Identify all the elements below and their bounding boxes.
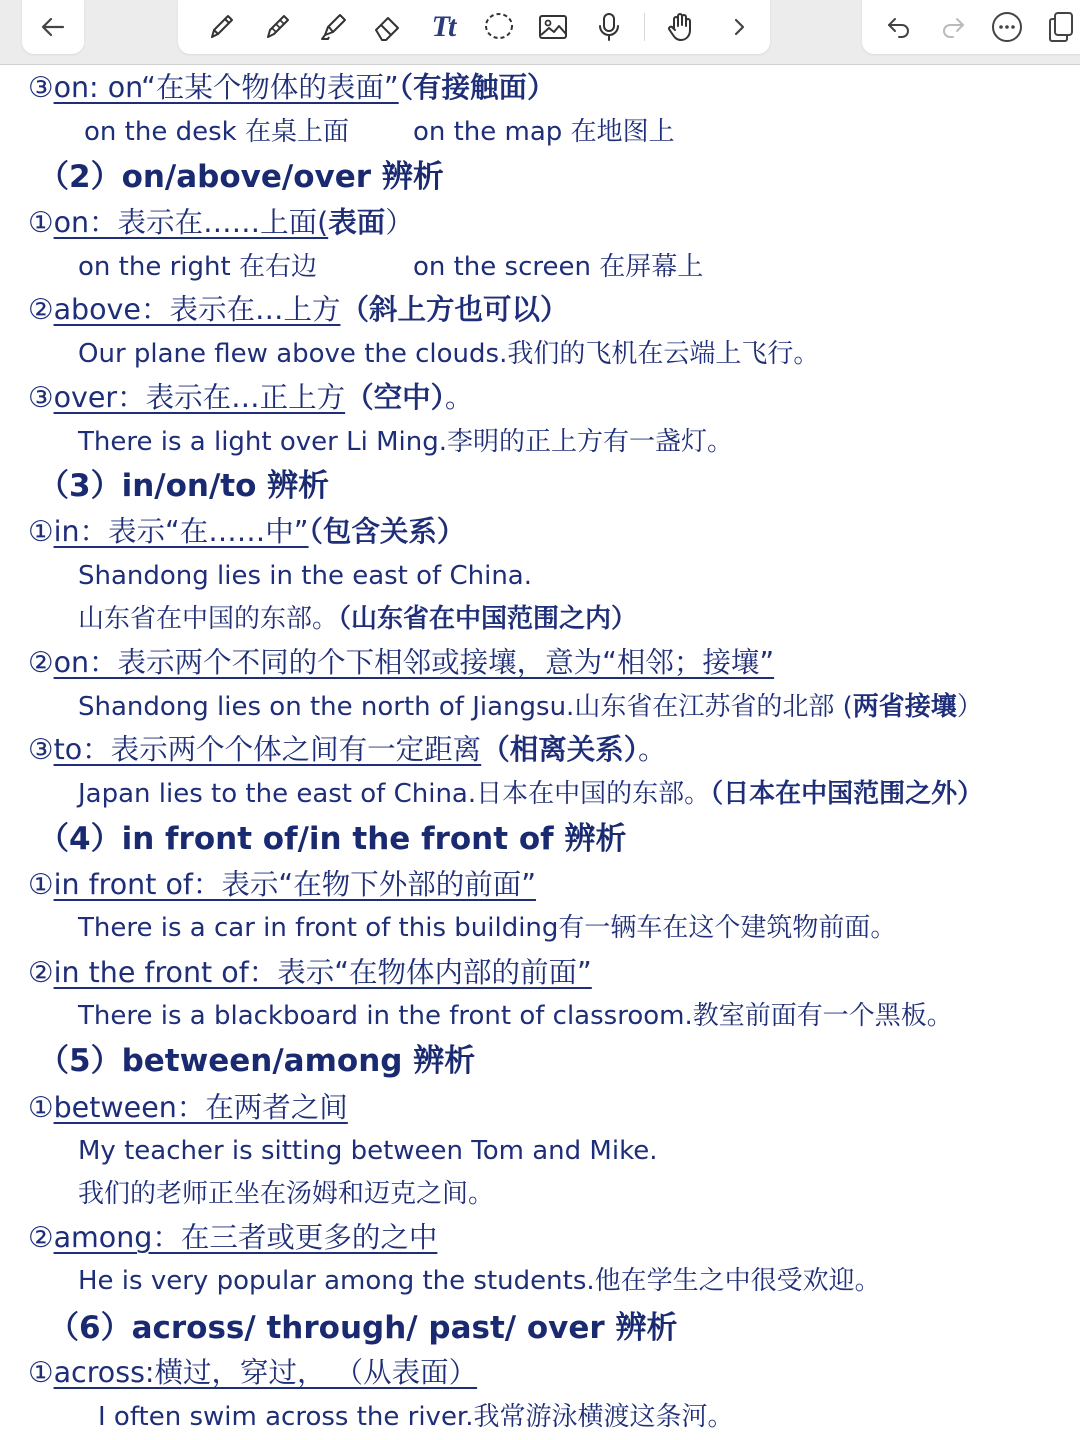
example-line xyxy=(78,245,703,289)
example-text: on the right 在右边 xyxy=(78,252,317,282)
example-text: on the desk 在桌上面 xyxy=(84,117,349,147)
note-line xyxy=(28,1351,477,1395)
example-text: Japan lies to the east of China.日本在中国的东部。 xyxy=(78,779,711,809)
circled-number: ① xyxy=(28,1091,54,1124)
pencil-tool-button[interactable] xyxy=(254,4,300,50)
punctuation: 。 xyxy=(637,733,667,766)
chevron-right-icon xyxy=(727,15,751,39)
back-button[interactable] xyxy=(30,4,76,50)
highlighter-tool-button[interactable] xyxy=(310,4,356,50)
note-line xyxy=(28,641,774,685)
note-line xyxy=(28,951,592,995)
microphone-button[interactable] xyxy=(586,4,632,50)
eraser-tool-button[interactable] xyxy=(364,4,410,50)
circled-number: ② xyxy=(28,293,54,326)
underlined-rule: in：表示“在……中” xyxy=(53,515,309,548)
circled-number: ② xyxy=(28,646,54,679)
toolbar-tools-group xyxy=(178,0,770,54)
note-line xyxy=(28,66,555,110)
image-icon xyxy=(536,10,570,44)
example-text: Shandong lies on the north of Jiangsu.山东省在江苏省的北部 ( xyxy=(78,692,853,722)
punctuation: 。 xyxy=(444,381,474,414)
bold-note: （包含关系） xyxy=(308,515,466,548)
bold-note: （相离关系） xyxy=(481,733,638,766)
underlined-rule: in the front of：表示“在物体内部的前面” xyxy=(53,956,592,989)
circled-number: ① xyxy=(28,206,54,239)
bold-note: （山东省在中国范围之内） xyxy=(338,604,638,634)
example-text: on the screen 在屏幕上 xyxy=(412,252,704,282)
circled-number: ② xyxy=(28,1221,54,1254)
note-line xyxy=(28,728,666,772)
pen-icon xyxy=(204,10,238,44)
note-line xyxy=(28,201,414,245)
toolbar xyxy=(0,0,1080,65)
circled-number: ② xyxy=(28,956,54,989)
hand-icon xyxy=(664,10,698,44)
section-heading: （5）between/among 辨析 xyxy=(38,1043,476,1079)
underlined-rule: on：表示两个不同的个下相邻或接壤，意为“相邻；接壤” xyxy=(53,646,775,679)
more-options-button[interactable] xyxy=(984,4,1030,50)
example-line xyxy=(84,110,675,154)
undo-button[interactable] xyxy=(876,4,922,50)
example-text: on the map 在地图上 xyxy=(412,117,675,147)
hand-tool-button[interactable] xyxy=(658,4,704,50)
circled-number: ③ xyxy=(28,71,54,104)
example-text: 山东省在中国的东部。 xyxy=(78,604,339,634)
underlined-rule: above：表示在…上方 xyxy=(53,293,341,326)
underlined-rule: to：表示两个个体之间有一定距离 xyxy=(53,733,482,766)
underlined-rule: over：表示在…正上方 xyxy=(53,381,346,414)
example-line xyxy=(78,685,983,729)
bold-note: 表面 xyxy=(328,206,386,239)
redo-icon xyxy=(938,12,968,42)
circled-number: ① xyxy=(28,868,54,901)
underlined-rule: between：在两者之间 xyxy=(53,1091,348,1124)
section-heading: （3）in/on/to 辨析 xyxy=(38,468,330,504)
note-line xyxy=(28,288,568,332)
lasso-tool-button[interactable] xyxy=(476,4,522,50)
note-line xyxy=(28,376,473,420)
more-icon xyxy=(990,10,1024,44)
eraser-icon xyxy=(370,10,404,44)
section-heading: （4）in front of/in the front of 辨析 xyxy=(38,821,627,857)
microphone-icon xyxy=(592,10,626,44)
redo-button[interactable] xyxy=(930,4,976,50)
bold-note: 两省接壤 xyxy=(852,692,957,722)
toolbar-divider xyxy=(644,13,645,41)
toolbar-left-group xyxy=(22,0,84,54)
section-heading: （2）on/above/over 辨析 xyxy=(38,159,444,195)
circled-number: ① xyxy=(28,515,54,548)
pen-tool-button[interactable] xyxy=(198,4,244,50)
note-line xyxy=(28,1216,437,1260)
punctuation: ） xyxy=(956,692,983,722)
underlined-rule: across:横过，穿过， （从表面） xyxy=(53,1356,478,1389)
note-line xyxy=(28,1086,348,1130)
undo-icon xyxy=(884,12,914,42)
bold-note: （斜上方也可以） xyxy=(340,293,569,326)
section-heading: （6）across/ through/ past/ over 辨析 xyxy=(48,1310,678,1346)
underlined-rule: among：在三者或更多的之中 xyxy=(53,1221,438,1254)
circled-number: ③ xyxy=(28,381,54,414)
example-line xyxy=(78,597,637,641)
example-line: There is a car in front of this building有一辆车在这个建筑物前面。 xyxy=(78,913,897,943)
example-line xyxy=(78,772,983,816)
highlighter-icon xyxy=(316,10,350,44)
image-tool-button[interactable] xyxy=(530,4,576,50)
example-line: My teacher is sitting between Tom and Mike. xyxy=(78,1136,658,1166)
lasso-icon xyxy=(481,9,517,45)
punctuation: ） xyxy=(385,206,414,239)
example-line: He is very popular among the students.他在学生之中很受欢迎。 xyxy=(78,1266,881,1296)
bold-note: （日本在中国范围之外） xyxy=(710,779,984,809)
example-line: 我们的老师正坐在汤姆和迈克之间。 xyxy=(78,1179,495,1209)
toolbar-right-group xyxy=(862,0,1080,54)
example-line: Our plane flew above the clouds.我们的飞机在云端上飞行。 xyxy=(78,339,820,369)
text-tool-button[interactable] xyxy=(420,4,466,50)
pencil-icon xyxy=(260,10,294,44)
circled-number: ① xyxy=(28,1356,54,1389)
note-page xyxy=(0,66,1080,1440)
underlined-rule: in front of：表示“在物下外部的前面” xyxy=(53,868,536,901)
pages-button[interactable] xyxy=(1038,4,1080,50)
note-line xyxy=(28,510,465,554)
back-arrow-icon xyxy=(39,13,67,41)
more-tools-button[interactable] xyxy=(716,4,762,50)
underlined-rule: on: on“在某个物体的表面” xyxy=(53,71,399,104)
bold-note: （空中） xyxy=(345,381,445,414)
circled-number: ③ xyxy=(28,733,54,766)
pages-icon xyxy=(1046,10,1076,44)
example-line: I often swim across the river.我常游泳横渡这条河。 xyxy=(98,1402,734,1432)
example-line: There is a blackboard in the front of classroom.教室前面有一个黑板。 xyxy=(78,1001,953,1031)
text-tool-icon: Tt xyxy=(431,10,455,43)
example-line: There is a light over Li Ming.李明的正上方有一盏灯。 xyxy=(78,427,733,457)
note-line xyxy=(28,863,536,907)
underlined-rule: on：表示在……上面( xyxy=(53,206,329,239)
example-line: Shandong lies in the east of China. xyxy=(78,561,532,591)
bold-note: （有接触面） xyxy=(398,71,556,104)
